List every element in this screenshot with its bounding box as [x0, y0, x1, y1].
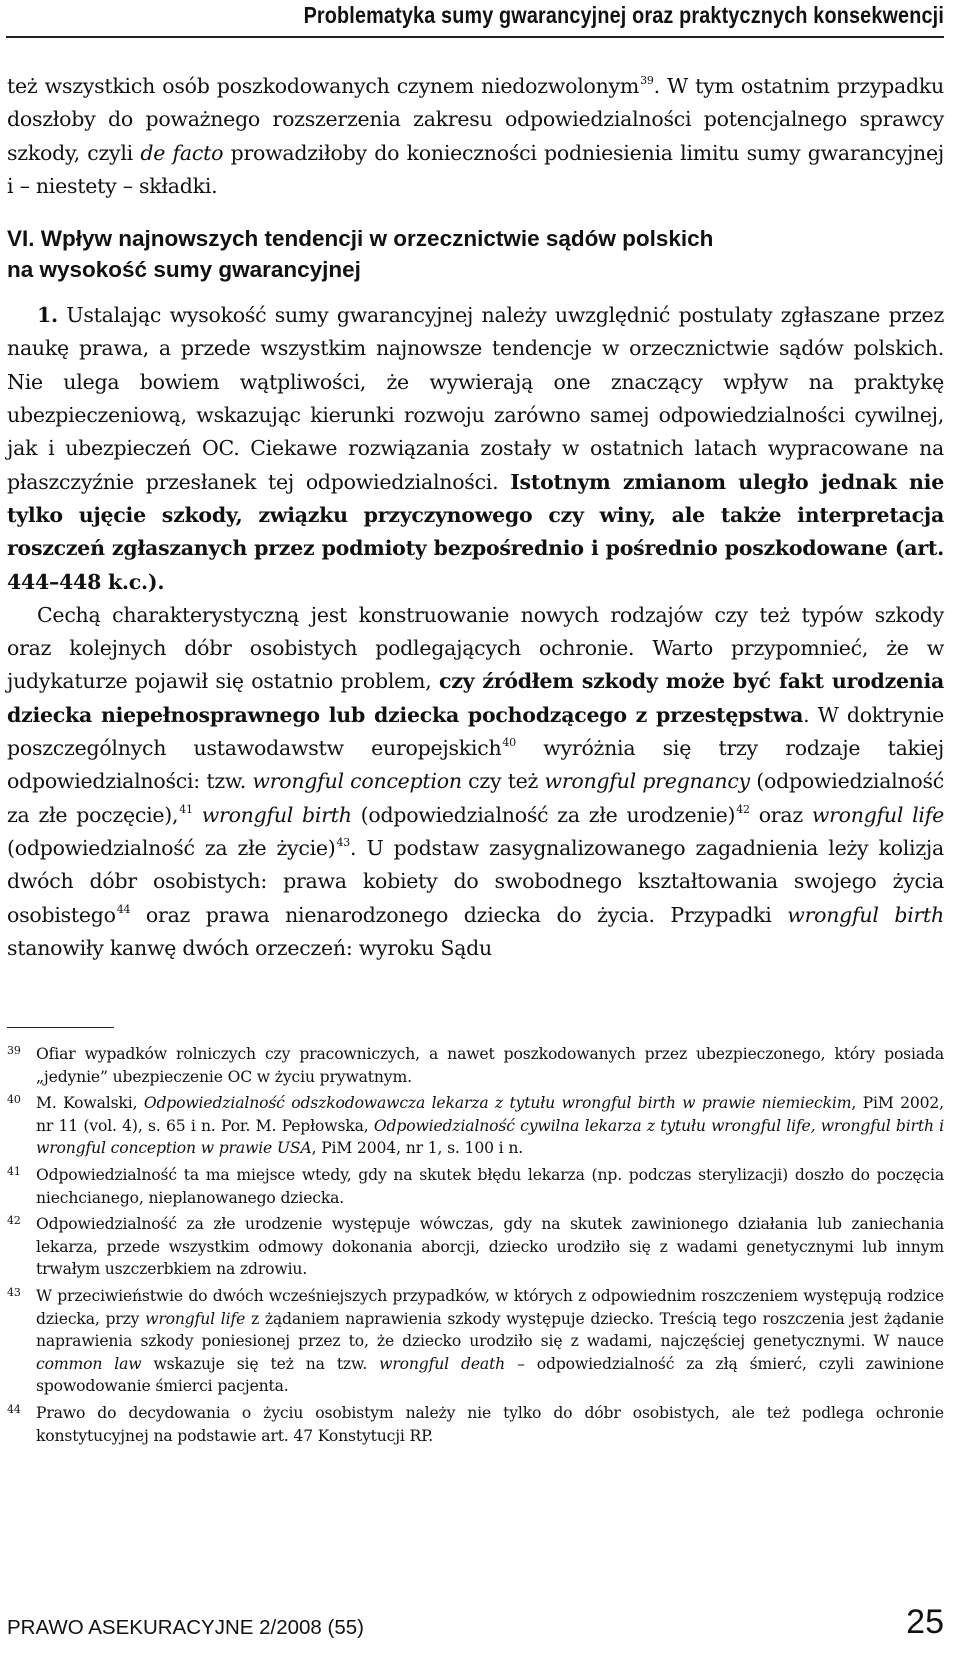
- section-heading-line-2: na wysokość sumy gwarancyjnej: [7, 257, 361, 283]
- text-run: Ustalając wysokość sumy gwarancyjnej należy uwzględnić postulaty zgłaszane przez naukę prawa, a przede wszystkim najnowsze tendencje w orzecznictwie sądów polskich. Nie ulega bowiem wątpliwości, że wywierają one znaczący wpływ na praktykę ubezpieczeniową, wskazując kierunki rozwoju zarówno samej odpowiedzialności cywilnej, jak i ubezpieczeń OC. Ciekawe rozwiązania zostały w ostatnich latach wypracowane na płaszczyźnie przesłanek tej odpowiedzialności.: [7, 303, 944, 494]
- italic-run: Odpowiedzialność odszkodowawcza lekarza z tytułu wrongful birth w prawie niemieckim: [143, 1094, 852, 1113]
- page-number: 25: [906, 1603, 944, 1641]
- italic-run: wrongful death: [379, 1354, 506, 1373]
- footnote-ref-40[interactable]: 40: [502, 736, 516, 750]
- footnote-text: [36, 1213, 944, 1281]
- section-heading: [7, 223, 944, 285]
- header-rule: [6, 36, 944, 38]
- italic-run: wrongful conception: [252, 769, 462, 794]
- italic-run: wrongful birth: [787, 902, 944, 927]
- footnote-number: 39: [7, 1044, 21, 1057]
- text-run: Cechą charakterystyczną jest konstruowanie nowych rodzajów czy też typów szkody oraz kolejnych dóbr osobistych podlegających ochronie. Warto przypomnieć, że w judykaturze pojawił się ostatnio problem,: [7, 602, 944, 694]
- running-header: Problematyka sumy gwarancyjnej oraz praktycznych konsekwencji: [303, 2, 944, 28]
- italic-run: wrongful pregnancy: [544, 769, 750, 794]
- text-run: stanowiły kanwę dwóch orzeczeń: wyroku Sądu: [7, 935, 492, 960]
- paragraph-2: [7, 599, 944, 965]
- text-run: (odpowiedzialność za złe życie): [7, 835, 336, 860]
- text-run: . W tym ostatnim przypadku doszłoby do poważnego rozszerzenia zakresu odpowiedzialności potencjalnego sprawcy szkody, czyli: [7, 74, 944, 165]
- text-run: prowadziłoby do konieczności podniesienia limitu sumy gwarancyjnej i – niestety – składki.: [7, 140, 944, 198]
- text-run: z żądaniem naprawienia szkody występuje dziecko. Treścią tego roszczenia jest żądanie naprawienia szkody poniesionej przez to, że dziecko urodziło się z wadami, najczęściej genetycznymi. W nauce: [36, 1309, 945, 1351]
- footnote-text: [36, 1043, 944, 1088]
- text-run: Prawo do decydowania o życiu osobistym należy nie tylko do dóbr osobistych, ale też podlega ochronie konstytucyjnej na podstawie art. 47 Konstytucji RP.: [36, 1403, 944, 1445]
- italic-run: wrongful life: [145, 1309, 246, 1328]
- footnote-ref-41[interactable]: 41: [179, 802, 193, 816]
- footnote-separator: [7, 1027, 114, 1028]
- italic-run: common law: [36, 1354, 142, 1373]
- footnote-40: [7, 1092, 944, 1160]
- footnote-number: 40: [7, 1093, 21, 1107]
- footnotes: [7, 1043, 944, 1451]
- text-run: (odpowiedzialność za złe poczęcie),: [7, 769, 945, 827]
- text-run: – odpowiedzialność za złą śmierć, czyli zawinione spowodowanie śmierci pacjenta.: [36, 1354, 944, 1396]
- footnote-text: [36, 1092, 944, 1160]
- footnote-text: [36, 1402, 944, 1447]
- footnote-43: [7, 1285, 944, 1398]
- text-run: (odpowiedzialność za złe urodzenie): [351, 802, 736, 827]
- text-run: oraz prawa nienarodzonego dziecka do życia. Przypadki: [130, 902, 788, 927]
- footnote-44: [7, 1402, 944, 1447]
- footnote-number: 44: [7, 1402, 21, 1416]
- paragraph-number: 1.: [37, 303, 58, 328]
- text-run: , PiM 2004, nr 1, s. 100 i n.: [311, 1139, 524, 1158]
- footnote-number: 42: [7, 1214, 21, 1228]
- italic-run: Odpowiedzialność cywilna lekarza z tytułu wrongful life, wrongful birth i wrongful conception w prawie USA: [36, 1116, 944, 1158]
- main-text: [7, 70, 944, 965]
- text-run: wskazuje się też na tzw.: [141, 1354, 380, 1373]
- footnote-text: [36, 1285, 944, 1398]
- text-run: [193, 803, 202, 827]
- footnote-42: [7, 1213, 944, 1281]
- text-run: oraz: [749, 802, 812, 827]
- bold-run: Istotnym zmianom uległo jednak nie tylko ujęcie szkody, związku przyczynowego czy winy, ale także interpretacja roszczeń zgłaszanych przez podmioty bezpośrednio i pośrednio poszkodowane (art. 444–448 k.c.).: [7, 469, 944, 594]
- italic-run: wrongful birth: [201, 802, 352, 827]
- footnote-text: [36, 1164, 944, 1209]
- paragraph-intro: [7, 70, 944, 203]
- italic-run: de facto: [140, 140, 224, 165]
- paragraph-1: [7, 299, 944, 599]
- text-run: M. Kowalski,: [36, 1094, 144, 1113]
- text-run: czy też: [461, 769, 545, 794]
- text-run: też wszystkich osób poszkodowanych czynem niedozwolonym: [7, 74, 640, 98]
- bold-run: czy źródłem szkody może być fakt urodzenia dziecka niepełnosprawnego lub dziecka pochodzącego z przestępstwa: [7, 669, 945, 727]
- footnote-41: [7, 1164, 944, 1209]
- text-run: . U podstaw zasygnalizowanego zagadnienia leży kolizja dwóch dóbr osobistych: prawa kobiety do swobodnego kształtowania swojego życia osobistego: [7, 835, 944, 927]
- text-run: wyróżnia się trzy rodzaje takiej odpowiedzialności: tzw.: [7, 736, 945, 794]
- section-heading-line-1: VI. Wpływ najnowszych tendencji w orzecznictwie sądów polskich: [7, 226, 714, 252]
- text-run: Odpowiedzialność za złe urodzenie występuje wówczas, gdy na skutek zawinionego działania lub zaniechania lekarza, przede wszystkim odmowy dokonania aborcji, dziecko urodziło się z wadami genetycznymi lub innym trwałym uszczerbkiem na zdrowiu.: [36, 1215, 944, 1279]
- text-run: . W doktrynie poszczególnych ustawodawstw europejskich: [7, 702, 944, 761]
- italic-run: wrongful life: [811, 802, 944, 827]
- text-run: Ofiar wypadków rolniczych czy pracowniczych, a nawet poszkodowanych przez ubezpieczonego, który posiada „jedynie” ubezpieczenie OC w życiu prywatnym.: [36, 1045, 944, 1086]
- footnote-ref-39[interactable]: 39: [640, 74, 654, 87]
- footnote-39: [7, 1043, 944, 1088]
- footnote-ref-43[interactable]: 43: [336, 835, 351, 849]
- footnote-ref-42[interactable]: 42: [736, 802, 750, 816]
- footnote-ref-44[interactable]: 44: [116, 902, 131, 916]
- footnote-number: 43: [7, 1285, 21, 1299]
- text-run: , PiM 2002, nr 11 (vol. 4), s. 65 i n. Por. M. Pepłowska,: [36, 1094, 944, 1135]
- journal-footer: PRAWO ASEKURACYJNE 2/2008 (55): [7, 1616, 364, 1639]
- footnote-number: 41: [7, 1164, 21, 1178]
- text-run: Odpowiedzialność ta ma miejsce wtedy, gdy na skutek błędu lekarza (np. podczas sterylizacji) doszło do poczęcia niechcianego, nieplanowanego dziecka.: [36, 1165, 944, 1207]
- text-run: W przeciwieństwie do dwóch wcześniejszych przypadków, w których z odpowiednim roszczeniem występują rodzice dziecka, przy: [36, 1286, 944, 1328]
